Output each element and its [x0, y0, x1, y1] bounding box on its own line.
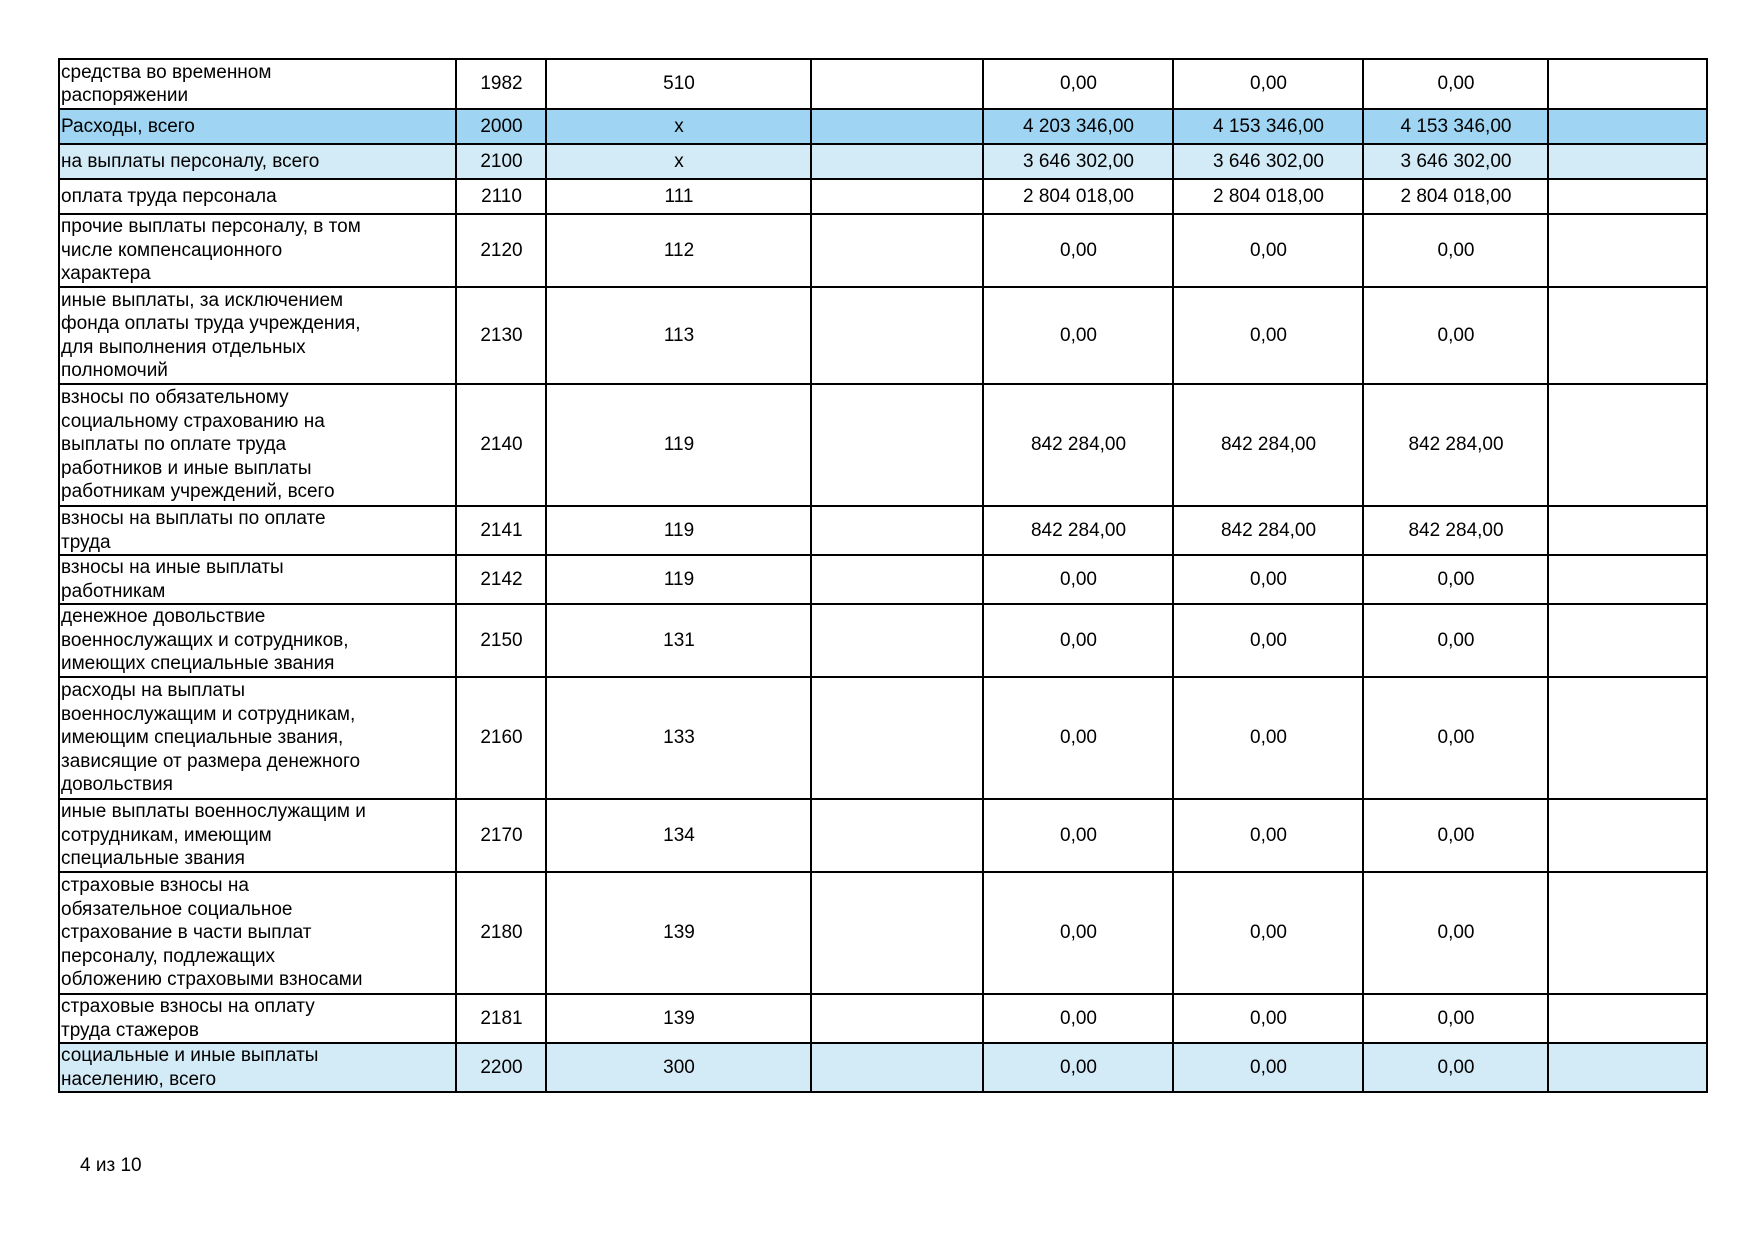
row-code-cell: 2130	[456, 287, 546, 384]
row-last-cell	[1548, 144, 1707, 179]
row-value-2-cell: 0,00	[1173, 555, 1363, 604]
row-value-2-cell: 0,00	[1173, 1043, 1363, 1092]
row-value-1-cell: 4 203 346,00	[983, 109, 1173, 144]
row-kbk-cell: 139	[546, 872, 811, 994]
row-name-cell: страховые взносы на обязательное социальное страхование в части выплат персоналу, подлежащих обложению страховыми взносами	[59, 872, 456, 994]
row-empty-cell	[811, 872, 983, 994]
row-value-2-cell: 842 284,00	[1173, 384, 1363, 506]
row-name-cell: прочие выплаты персоналу, в том числе компенсационного характера	[59, 214, 456, 287]
row-last-cell	[1548, 1043, 1707, 1092]
row-value-2-cell: 0,00	[1173, 872, 1363, 994]
row-kbk-cell: 119	[546, 506, 811, 555]
row-empty-cell	[811, 214, 983, 287]
row-empty-cell	[811, 555, 983, 604]
row-value-2-cell: 0,00	[1173, 59, 1363, 109]
row-kbk-cell: 119	[546, 555, 811, 604]
row-code-cell: 2110	[456, 179, 546, 214]
row-value-2-cell: 0,00	[1173, 799, 1363, 872]
row-value-2-cell: 0,00	[1173, 287, 1363, 384]
row-last-cell	[1548, 994, 1707, 1043]
table-row	[59, 144, 1707, 179]
table-row	[59, 214, 1707, 287]
row-value-3-cell: 2 804 018,00	[1363, 179, 1548, 214]
row-value-3-cell: 4 153 346,00	[1363, 109, 1548, 144]
row-code-cell: 2150	[456, 604, 546, 677]
row-code-cell: 2200	[456, 1043, 546, 1092]
row-value-1-cell: 842 284,00	[983, 384, 1173, 506]
row-value-3-cell: 0,00	[1363, 59, 1548, 109]
row-name-cell: страховые взносы на оплату труда стажеров	[59, 994, 456, 1043]
row-value-1-cell: 2 804 018,00	[983, 179, 1173, 214]
row-name-cell: оплата труда персонала	[59, 179, 456, 214]
row-last-cell	[1548, 384, 1707, 506]
row-value-2-cell: 0,00	[1173, 677, 1363, 799]
row-last-cell	[1548, 872, 1707, 994]
row-value-2-cell: 3 646 302,00	[1173, 144, 1363, 179]
row-name-cell: средства во временном распоряжении	[59, 59, 456, 109]
row-last-cell	[1548, 179, 1707, 214]
row-value-3-cell: 0,00	[1363, 604, 1548, 677]
row-kbk-cell: x	[546, 109, 811, 144]
row-value-2-cell: 0,00	[1173, 604, 1363, 677]
budget-table-container	[58, 58, 1708, 1093]
row-value-3-cell: 0,00	[1363, 287, 1548, 384]
row-value-1-cell: 0,00	[983, 555, 1173, 604]
table-row	[59, 384, 1707, 506]
row-empty-cell	[811, 799, 983, 872]
row-value-1-cell: 0,00	[983, 604, 1173, 677]
row-last-cell	[1548, 109, 1707, 144]
table-row	[59, 872, 1707, 994]
row-value-3-cell: 0,00	[1363, 994, 1548, 1043]
row-empty-cell	[811, 144, 983, 179]
row-value-2-cell: 4 153 346,00	[1173, 109, 1363, 144]
row-name-cell: социальные и иные выплаты населению, всего	[59, 1043, 456, 1092]
table-row	[59, 799, 1707, 872]
row-last-cell	[1548, 555, 1707, 604]
table-row	[59, 179, 1707, 214]
row-kbk-cell: 111	[546, 179, 811, 214]
row-kbk-cell: 131	[546, 604, 811, 677]
row-code-cell: 2141	[456, 506, 546, 555]
row-value-1-cell: 0,00	[983, 287, 1173, 384]
row-value-3-cell: 0,00	[1363, 214, 1548, 287]
row-value-3-cell: 842 284,00	[1363, 384, 1548, 506]
row-value-1-cell: 842 284,00	[983, 506, 1173, 555]
row-kbk-cell: 133	[546, 677, 811, 799]
row-empty-cell	[811, 287, 983, 384]
row-empty-cell	[811, 109, 983, 144]
row-name-cell: денежное довольствие военнослужащих и сотрудников, имеющих специальные звания	[59, 604, 456, 677]
table-row	[59, 555, 1707, 604]
row-value-1-cell: 0,00	[983, 1043, 1173, 1092]
row-last-cell	[1548, 59, 1707, 109]
table-row	[59, 506, 1707, 555]
row-kbk-cell: 139	[546, 994, 811, 1043]
row-code-cell: 2180	[456, 872, 546, 994]
row-value-3-cell: 0,00	[1363, 872, 1548, 994]
row-code-cell: 2181	[456, 994, 546, 1043]
table-row	[59, 604, 1707, 677]
table-row	[59, 59, 1707, 109]
row-name-cell: взносы по обязательному социальному страхованию на выплаты по оплате труда работников и иные выплаты работникам учреждений, всего	[59, 384, 456, 506]
row-code-cell: 2142	[456, 555, 546, 604]
row-value-3-cell: 3 646 302,00	[1363, 144, 1548, 179]
row-name-cell: взносы на выплаты по оплате труда	[59, 506, 456, 555]
row-value-3-cell: 0,00	[1363, 555, 1548, 604]
row-value-3-cell: 0,00	[1363, 799, 1548, 872]
row-kbk-cell: x	[546, 144, 811, 179]
row-value-1-cell: 0,00	[983, 799, 1173, 872]
row-last-cell	[1548, 604, 1707, 677]
row-code-cell: 1982	[456, 59, 546, 109]
row-last-cell	[1548, 214, 1707, 287]
row-last-cell	[1548, 506, 1707, 555]
row-empty-cell	[811, 506, 983, 555]
row-code-cell: 2160	[456, 677, 546, 799]
row-code-cell: 2120	[456, 214, 546, 287]
row-empty-cell	[811, 384, 983, 506]
row-code-cell: 2140	[456, 384, 546, 506]
table-row	[59, 994, 1707, 1043]
row-empty-cell	[811, 1043, 983, 1092]
row-kbk-cell: 134	[546, 799, 811, 872]
table-row	[59, 109, 1707, 144]
row-name-cell: иные выплаты, за исключением фонда оплаты труда учреждения, для выполнения отдельных полномочий	[59, 287, 456, 384]
table-row	[59, 677, 1707, 799]
row-value-3-cell: 0,00	[1363, 1043, 1548, 1092]
row-value-1-cell: 3 646 302,00	[983, 144, 1173, 179]
row-value-2-cell: 0,00	[1173, 214, 1363, 287]
row-empty-cell	[811, 604, 983, 677]
row-name-cell: на выплаты персоналу, всего	[59, 144, 456, 179]
row-empty-cell	[811, 994, 983, 1043]
row-code-cell: 2100	[456, 144, 546, 179]
row-code-cell: 2170	[456, 799, 546, 872]
row-value-2-cell: 0,00	[1173, 994, 1363, 1043]
row-last-cell	[1548, 287, 1707, 384]
row-empty-cell	[811, 677, 983, 799]
row-value-1-cell: 0,00	[983, 677, 1173, 799]
row-value-1-cell: 0,00	[983, 994, 1173, 1043]
row-last-cell	[1548, 677, 1707, 799]
row-name-cell: Расходы, всего	[59, 109, 456, 144]
row-value-3-cell: 842 284,00	[1363, 506, 1548, 555]
row-code-cell: 2000	[456, 109, 546, 144]
row-name-cell: иные выплаты военнослужащим и сотрудникам, имеющим специальные звания	[59, 799, 456, 872]
row-last-cell	[1548, 799, 1707, 872]
row-empty-cell	[811, 179, 983, 214]
row-kbk-cell: 119	[546, 384, 811, 506]
table-body	[59, 59, 1707, 1092]
row-name-cell: расходы на выплаты военнослужащим и сотрудникам, имеющим специальные звания, зависящие от размера денежного довольствия	[59, 677, 456, 799]
table-row	[59, 287, 1707, 384]
row-value-3-cell: 0,00	[1363, 677, 1548, 799]
row-value-2-cell: 2 804 018,00	[1173, 179, 1363, 214]
row-value-1-cell: 0,00	[983, 872, 1173, 994]
row-value-1-cell: 0,00	[983, 59, 1173, 109]
budget-expenses-table	[58, 58, 1708, 1093]
page-indicator: 4 из 10	[80, 1155, 142, 1176]
row-value-2-cell: 842 284,00	[1173, 506, 1363, 555]
row-kbk-cell: 510	[546, 59, 811, 109]
row-kbk-cell: 300	[546, 1043, 811, 1092]
row-empty-cell	[811, 59, 983, 109]
table-row	[59, 1043, 1707, 1092]
row-kbk-cell: 113	[546, 287, 811, 384]
row-value-1-cell: 0,00	[983, 214, 1173, 287]
row-name-cell: взносы на иные выплаты работникам	[59, 555, 456, 604]
row-kbk-cell: 112	[546, 214, 811, 287]
